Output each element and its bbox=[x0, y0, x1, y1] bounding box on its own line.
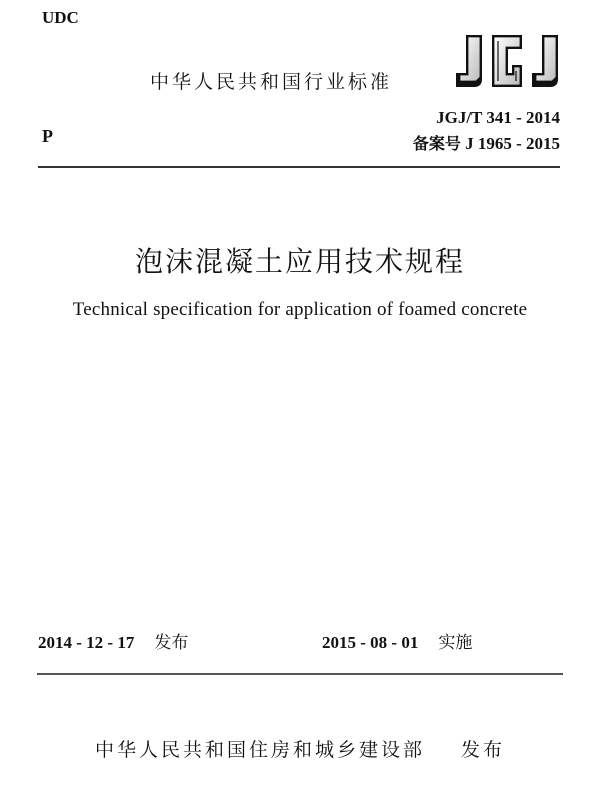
record-label: 备案号 bbox=[412, 134, 461, 153]
issue-date-line bbox=[38, 628, 188, 653]
document-title-english: Technical specification for application of foamed concrete bbox=[72, 299, 528, 320]
standard-number: JGJ/T 341 - 2014 bbox=[436, 108, 560, 127]
category-code: P bbox=[42, 126, 53, 146]
record-number-line bbox=[413, 131, 560, 154]
bottom-divider bbox=[37, 673, 563, 675]
record-number: J 1965 - 2015 bbox=[465, 134, 560, 153]
implementation-label: 实施 bbox=[438, 633, 473, 653]
issue-label: 发布 bbox=[154, 633, 189, 653]
implementation-date: 2015 - 08 - 01 bbox=[322, 633, 419, 652]
document-title-chinese: 泡沫混凝土应用技术规程 bbox=[134, 247, 465, 278]
jgj-logo-icon bbox=[452, 33, 562, 91]
top-divider bbox=[38, 166, 560, 168]
udc-label: UDC bbox=[42, 8, 79, 27]
issuer-action: 发布 bbox=[461, 739, 506, 761]
jgj-logo bbox=[452, 33, 562, 91]
issuer-line bbox=[0, 735, 600, 762]
issuer-name: 中华人民共和国住房和城乡建设部 bbox=[94, 739, 425, 761]
implementation-date-line bbox=[322, 628, 472, 653]
standard-type: 中华人民共和国行业标准 bbox=[150, 71, 393, 93]
issue-date: 2014 - 12 - 17 bbox=[38, 633, 135, 652]
